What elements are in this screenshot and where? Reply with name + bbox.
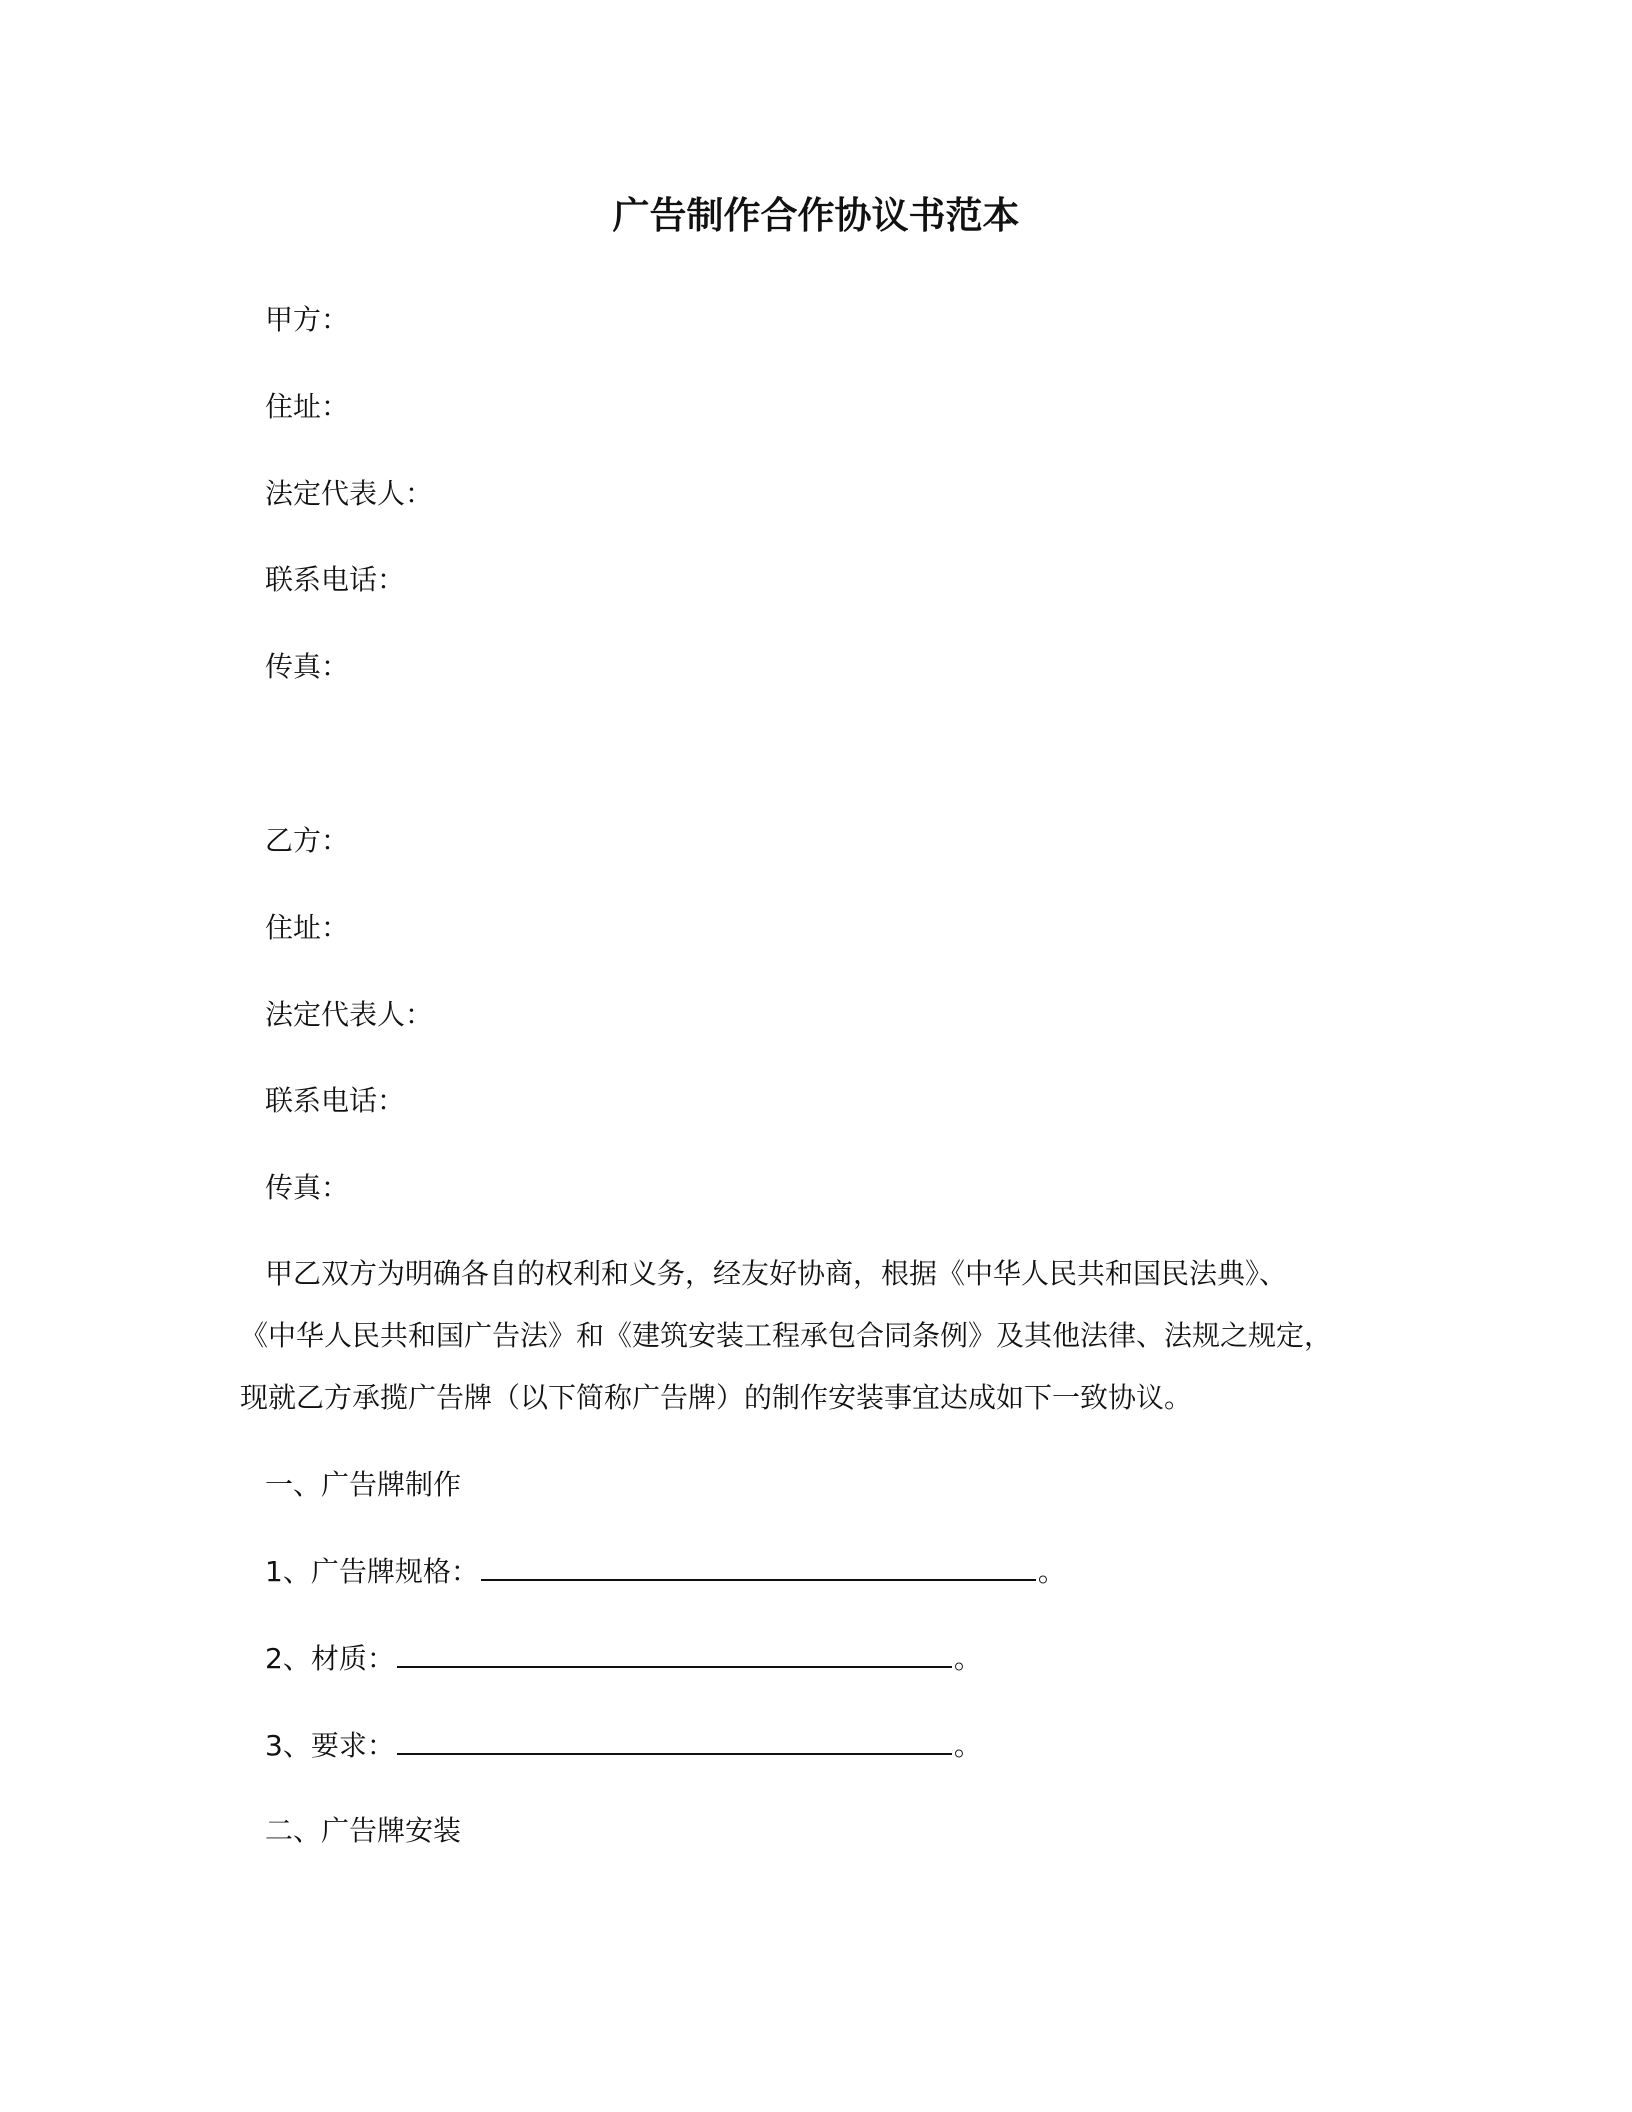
requirement-blank-field[interactable] [397, 1727, 952, 1755]
party-a-label: 甲方： [265, 303, 350, 336]
party-a-legal-rep-label: 法定代表人： [265, 477, 434, 510]
requirement-end-mark: 。 [953, 1729, 982, 1762]
spec-end-mark: 。 [1037, 1555, 1066, 1588]
material-label: 2、材质： [265, 1642, 395, 1675]
party-a-fax-label: 传真： [265, 650, 350, 683]
section-2-heading: 二、广告牌安装 [265, 1814, 462, 1847]
intro-line-2: 《中华人民共和国广告法》和《建筑安装工程承包合同条例》及其他法律、法规之规定， [240, 1319, 1333, 1352]
spec-item [265, 1553, 1066, 1590]
party-b-legal-rep-label: 法定代表人： [265, 998, 434, 1031]
party-b-address-label: 住址： [265, 911, 350, 944]
party-b-phone-label: 联系电话： [265, 1084, 406, 1117]
material-blank-field[interactable] [397, 1640, 952, 1668]
spec-label: 1、广告牌规格： [265, 1555, 479, 1588]
document-title: 广告制作合作协议书范本 [612, 194, 1020, 237]
party-a-address-label: 住址： [265, 390, 350, 423]
spec-blank-field[interactable] [481, 1553, 1036, 1581]
party-a-phone-label: 联系电话： [265, 563, 406, 596]
section-1-heading: 一、广告牌制作 [265, 1468, 462, 1501]
requirement-item [265, 1727, 982, 1764]
material-item [265, 1640, 982, 1677]
intro-line-1: 甲乙双方为明确各自的权利和义务，经友好协商，根据《中华人民共和国民法典》、 [265, 1257, 1288, 1290]
requirement-label: 3、要求： [265, 1729, 395, 1762]
party-b-fax-label: 传真： [265, 1171, 350, 1204]
intro-line-3: 现就乙方承揽广告牌（以下简称广告牌）的制作安装事宜达成如下一致协议。 [240, 1381, 1193, 1414]
material-end-mark: 。 [953, 1642, 982, 1675]
party-b-label: 乙方： [265, 824, 350, 857]
